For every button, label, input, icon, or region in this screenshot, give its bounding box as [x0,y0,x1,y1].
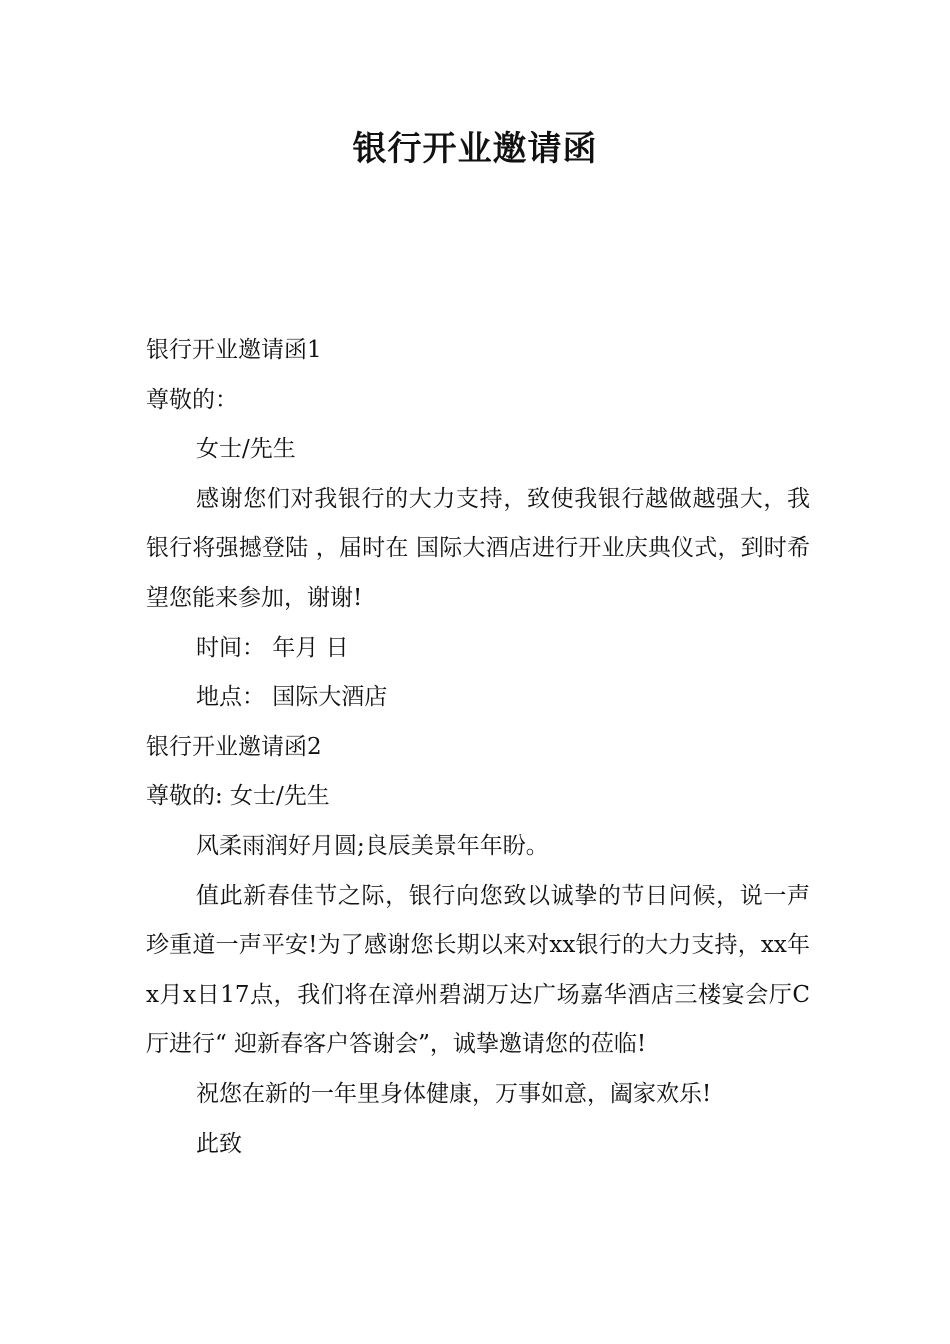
letter1-addressee: 女士/先生 [196,436,296,463]
letter1-salutation: 尊敬的： [146,386,238,413]
letter1-heading: 银行开业邀请函1 [146,337,322,363]
letter1-time: 时间： 年月 日 [196,634,349,661]
document-body [146,326,810,1169]
letter2-salutation: 尊敬的: 女士/先生 [146,783,330,810]
letter2-body: 值此新春佳节之际，银行向您致以诚挚的节日问候，说一声珍重道一声平安!为了感谢您长期以来对xx银行的大力支持，xx年x月x日17点，我们将在漳州碧湖万达广场嘉华酒店三楼宴会厅C厅进行“ 迎新春客户答谢会”，诚挚邀请您的莅临! [146,882,810,1058]
letter2-wishes: 祝您在新的一年里身体健康，万事如意，阖家欢乐! [196,1080,712,1107]
letter1-location: 地点： 国际大酒店 [196,684,388,711]
letter2-heading: 银行开业邀请函2 [146,733,322,760]
letter2-closing: 此致 [196,1130,242,1157]
document-title: 银行开业邀请函 [352,129,598,169]
letter1-body: 感谢您们对我银行的大力支持，致使我银行越做越强大，我银行将强撼登陆 ，届时在 国际大酒店进行开业庆典仪式，到时希望您能来参加，谢谢! [146,485,810,611]
letter2-couplet: 风柔雨润好月圆;良辰美景年年盼。 [196,832,549,859]
